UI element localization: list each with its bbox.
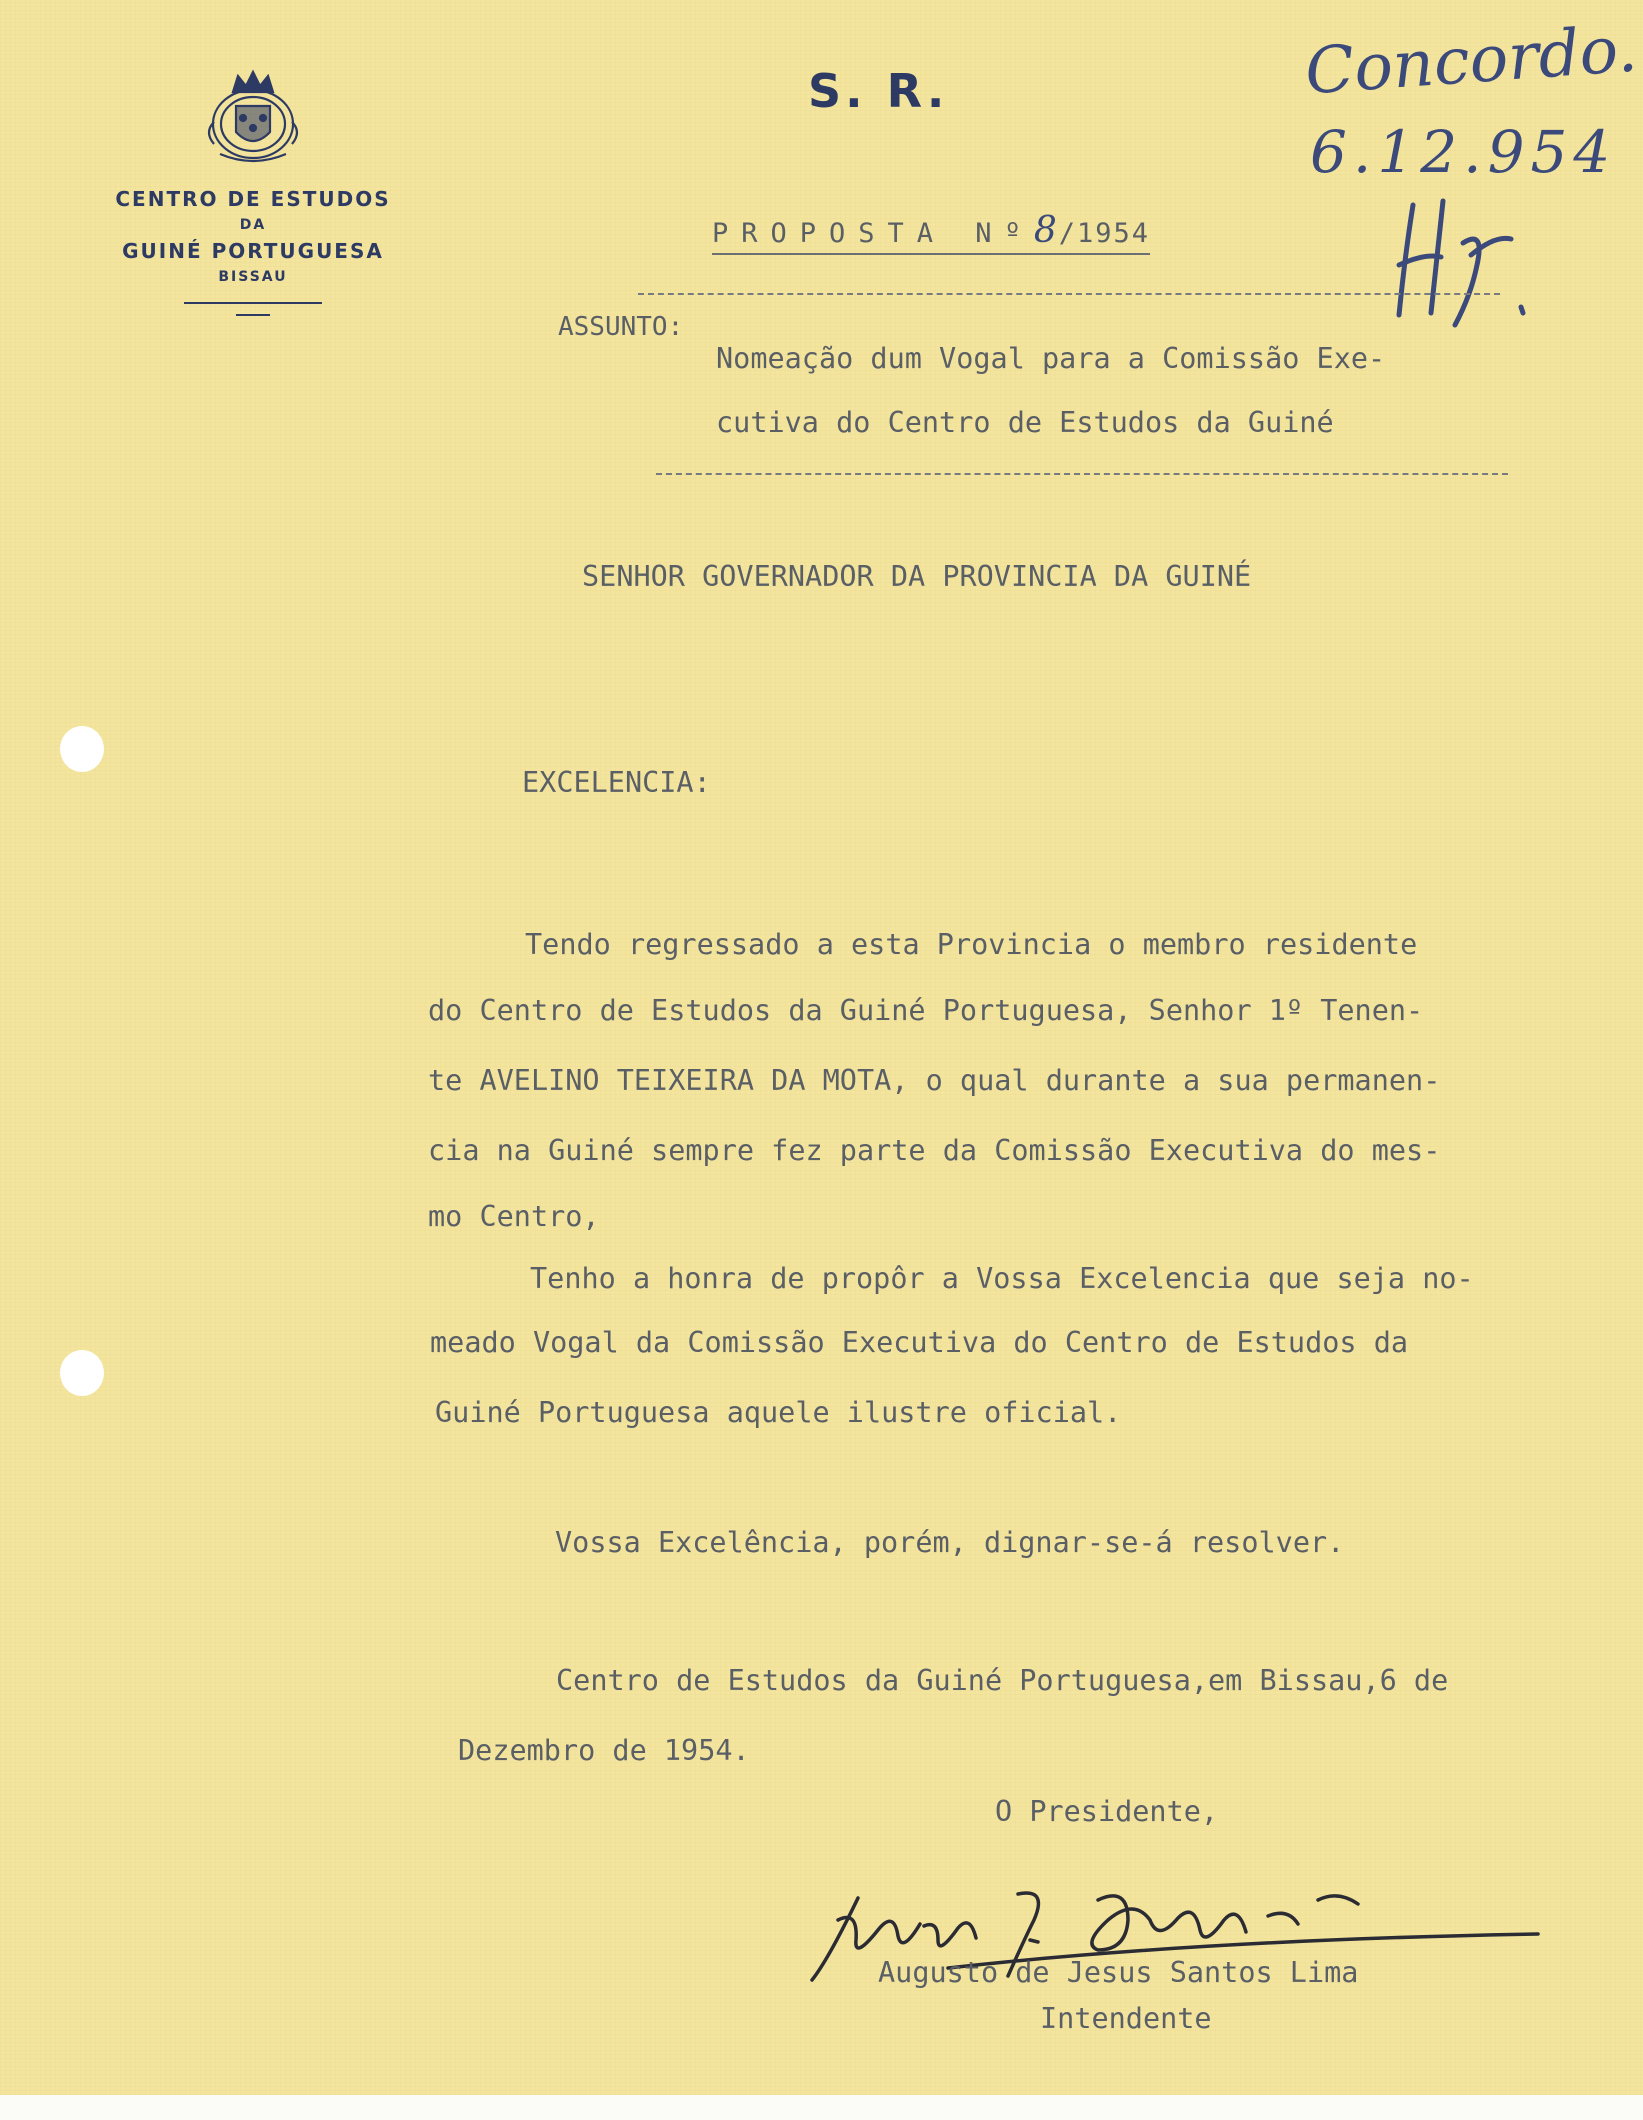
signatory-role: Intendente	[1040, 2002, 1212, 2035]
salutation: EXCELENCIA:	[522, 766, 711, 799]
subject-dash-bottom	[656, 473, 1508, 475]
annotation-initials	[1385, 195, 1535, 335]
body-p1-line-3: te AVELINO TEIXEIRA DA MOTA, o qual durante a sua permanen-	[428, 1064, 1441, 1097]
letterhead	[88, 62, 418, 316]
coat-of-arms-icon	[198, 62, 308, 172]
body-p3: Vossa Excelência, porém, dignar-se-á resolver.	[555, 1526, 1345, 1559]
letterhead-rule-short	[236, 314, 270, 316]
proposta-number: 8	[1033, 210, 1059, 251]
scan-margin	[0, 2095, 1643, 2120]
closing-place-date-2: Dezembro de 1954.	[458, 1734, 750, 1767]
sr-stamp: S. R.	[808, 64, 949, 118]
letterhead-line-2: DA	[239, 217, 267, 233]
subject-line-1: Nomeação dum Vogal para a Comissão Exe-	[716, 342, 1386, 375]
letterhead-line-1: CENTRO DE ESTUDOS	[115, 187, 391, 211]
annotation-concordo: Concordo.	[1302, 12, 1640, 110]
closing-title: O Presidente,	[995, 1795, 1219, 1828]
body-p2-line-1: Tenho a honra de propôr a Vossa Excelencia que seja no-	[530, 1262, 1474, 1295]
punch-hole-lower	[60, 1350, 104, 1396]
body-p2-line-2: meado Vogal da Comissão Executiva do Centro de Estudos da	[430, 1326, 1409, 1359]
closing-place-date-1: Centro de Estudos da Guiné Portuguesa,em Bissau,6 de	[556, 1664, 1449, 1697]
body-p1-line-1: Tendo regressado a esta Provincia o membro residente	[525, 928, 1418, 961]
letterhead-rule	[184, 302, 322, 304]
body-p2-line-3: Guiné Portuguesa aquele ilustre oficial.	[435, 1396, 1122, 1429]
punch-hole-upper	[60, 726, 104, 772]
proposta-label: PROPOSTA Nº	[712, 218, 1034, 249]
letterhead-line-4: BISSAU	[218, 269, 288, 285]
body-p1-line-4: cia na Guiné sempre fez parte da Comissão Executiva do mes-	[428, 1134, 1441, 1167]
subject-dash-top	[638, 293, 1500, 295]
body-p1-line-2: do Centro de Estudos da Guiné Portuguesa, Senhor 1º Tenen-	[428, 994, 1424, 1027]
body-p1-line-5: mo Centro,	[428, 1200, 600, 1233]
letterhead-line-3: GUINÉ PORTUGUESA	[122, 239, 384, 263]
signatory-name: Augusto de Jesus Santos Lima	[878, 1956, 1359, 1989]
subject-label: ASSUNTO:	[558, 312, 684, 342]
subject-line-2: cutiva do Centro de Estudos da Guiné	[716, 406, 1334, 439]
recipient: SENHOR GOVERNADOR DA PROVINCIA DA GUINÉ	[582, 560, 1252, 593]
proposta-number-line	[712, 210, 1150, 255]
annotation-date: 6.12.954	[1310, 118, 1617, 186]
proposta-year: /1954	[1058, 218, 1150, 249]
